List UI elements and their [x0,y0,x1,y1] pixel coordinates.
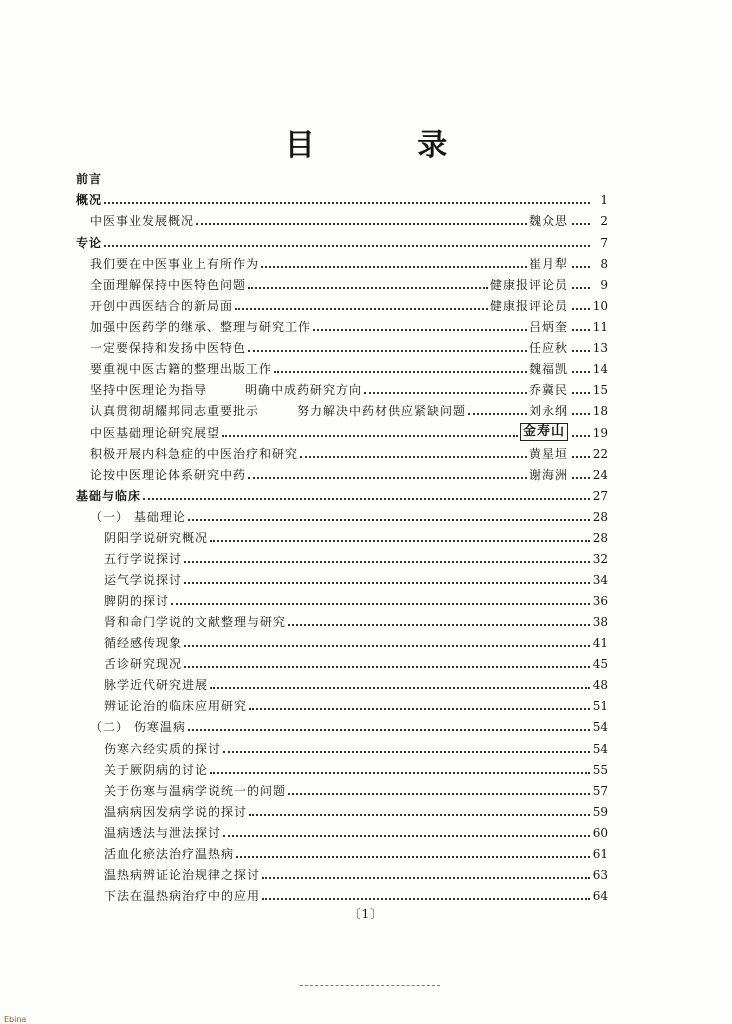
leader-dots [184,666,590,668]
toc-entry-title: 辨证论治的临床应用研究 [104,699,248,713]
toc-entry-title: 要重视中医古籍的整理出版工作 [90,362,273,376]
toc-entry-page: 61 [592,847,608,861]
toc-entry-title: 阴阳学说研究概况 [104,531,209,545]
toc-entry-title: 开创中西医结合的新局面 [90,299,234,313]
toc-entry-page: 54 [592,720,608,734]
toc-entry-title: 关于伤寒与温病学说统一的问题 [104,784,287,798]
toc-entry[interactable] [104,609,608,630]
toc-entry-title: 加强中医药学的继承、整理与研究工作 [90,320,312,334]
leader-dots [572,392,590,394]
toc-entry-author: 刘永纲 [528,404,568,418]
toc-entry[interactable] [104,525,608,546]
toc-entry-author: 任应秋 [528,341,568,355]
toc-entry-author: 健康报评论员 [489,299,568,313]
leader-dots [262,877,590,879]
toc-entry-page: 10 [592,299,608,313]
leader-dots [572,435,590,437]
toc-entry-title: 肾和命门学说的文献整理与研究 [104,615,287,629]
toc-entry-title: 循经感传现象 [104,636,183,650]
toc-entry-author: 谢海洲 [528,468,568,482]
leader-dots [572,350,590,352]
toc-entry[interactable] [90,251,608,272]
toc-entry-page: 36 [592,594,608,608]
leader-dots [261,266,527,268]
toc-entry-title: 一定要保持和发扬中医特色 [90,341,247,355]
toc-entry-title: 脾阴的探讨 [104,594,170,608]
leader-dots [222,435,518,437]
toc-entry[interactable] [104,672,608,693]
toc-entry-page: 55 [592,763,608,777]
toc-entry[interactable] [90,441,608,462]
toc-entry-title: 概况 [76,193,103,207]
toc-entry-title: 下法在温热病治疗中的应用 [104,889,261,903]
toc-entry-page: 41 [592,636,608,650]
toc-entry-title-continued: 努力解决中药材供应紧缺问题 [297,404,467,418]
toc-entry-page: 1 [600,193,608,207]
toc-entry[interactable] [90,504,608,525]
toc-entry-title: 温病透法与泄法探讨 [104,826,222,840]
toc-entry[interactable] [90,293,608,314]
toc-entry[interactable] [90,714,608,735]
leader-dots [288,793,590,795]
toc-entry-title: 脉学近代研究进展 [104,678,209,692]
leader-dots [210,540,590,542]
leader-dots [300,456,527,458]
leader-dots [248,477,527,479]
toc-entry[interactable] [104,862,608,883]
toc-entry-author: 吕炳奎 [528,320,568,334]
leader-dots [143,498,590,500]
toc-entry-author-boxed: 金寿山 [520,423,568,441]
leader-dots [572,308,590,310]
leader-dots [104,202,590,204]
toc-entry-page: 13 [592,341,608,355]
toc-entry[interactable] [90,272,608,293]
toc-entry-title: 论按中医理论体系研究中药 [90,468,247,482]
toc-entry-author: 健康报评论员 [489,278,568,292]
leader-dots [572,413,590,415]
leader-dots [184,582,590,584]
leader-dots [249,814,590,816]
toc-entry-page: 38 [592,615,608,629]
toc-entry-page: 34 [592,573,608,587]
toc-entry-title: 基础与临床 [76,489,142,503]
toc-entry-page: 8 [600,257,608,271]
toc-entry-page: 45 [592,657,608,671]
toc-entry-page: 9 [600,278,608,292]
leader-dots [104,245,590,247]
leader-dots [210,772,590,774]
toc-entry-author: 黄星垣 [528,447,568,461]
toc-entry-author: 乔冀民 [528,383,568,397]
toc-entry-title-continued: 明确中成药研究方向 [245,383,363,397]
toc-entry-page: 27 [592,489,608,503]
toc-entry[interactable] [90,420,608,441]
toc-entry-page: 51 [592,699,608,713]
leader-dots [171,603,590,605]
leader-dots [572,223,590,225]
toc-entry-page: 24 [592,468,608,482]
leader-dots [223,835,590,837]
toc-entry[interactable] [90,335,608,356]
toc-entry-title: 伤寒六经实质的探讨 [104,742,222,756]
toc-preface[interactable] [76,166,102,187]
leader-dots [210,687,590,689]
toc-entry[interactable] [76,187,608,208]
toc-entry-title: 中医事业发展概况 [90,214,195,228]
toc-entry-page: 15 [592,383,608,397]
toc-entry[interactable] [104,630,608,651]
toc-entry-title: 认真贯彻胡耀邦同志重要批示 [90,404,260,418]
leader-dots [468,413,527,415]
toc-entry[interactable] [104,820,608,841]
page-title: 目 录 [284,128,494,163]
toc-entry-author: 魏福凯 [528,362,568,376]
leader-dots [262,898,590,900]
toc-entry-title: 五行学说探讨 [104,552,183,566]
leader-dots [572,371,590,373]
toc-entry-title: 专论 [76,236,103,250]
toc-entry-title: 温热病辨证论治规律之探讨 [104,868,261,882]
leader-dots [236,856,590,858]
toc-entry[interactable] [90,377,608,398]
toc-entry-page: 11 [592,320,608,334]
toc-entry[interactable] [104,651,608,672]
toc-entry[interactable] [104,883,608,904]
leader-dots [274,371,527,373]
leader-dots [288,624,590,626]
toc-entry[interactable] [90,314,608,335]
toc-entry-title: 关于厥阴病的讨论 [104,763,209,777]
toc-entry-title: 活血化瘀法治疗温热病 [104,847,235,861]
leader-dots [572,287,590,289]
page-number-footer: 〔1〕 [348,907,384,921]
toc-entry-title: 全面理解保持中医特色问题 [90,278,247,292]
leader-dots [248,350,527,352]
toc-entry-title: 温病病因发病学说的探讨 [104,805,248,819]
toc-entry[interactable] [104,841,608,862]
toc-entry[interactable] [90,462,608,483]
toc-entry-page: 28 [592,531,608,545]
leader-dots [235,308,488,310]
toc-entry[interactable] [104,736,608,757]
toc-entry[interactable] [76,230,608,251]
toc-entry-page: 63 [592,868,608,882]
toc-entry-title: 我们要在中医事业上有所作为 [90,257,260,271]
toc-entry-author: 崔月犁 [528,257,568,271]
leader-dots [196,223,527,225]
leader-dots [572,266,590,268]
toc-entry-title: 中医基础理论研究展望 [90,426,221,440]
toc-entry[interactable] [90,398,608,419]
toc-entry-title: 运气学说探讨 [104,573,183,587]
toc-entry[interactable] [90,356,608,377]
leader-dots [313,329,527,331]
toc-entry-page: 7 [600,236,608,250]
leader-dots [572,456,590,458]
leader-dots [249,708,590,710]
toc-entry-page: 19 [592,426,608,440]
toc-entry-page: 59 [592,805,608,819]
corner-watermark: Ebina [4,1015,27,1024]
toc-entry-title: 舌诊研究现况 [104,657,183,671]
toc-entry-page: 64 [592,889,608,903]
toc-entry[interactable] [104,757,608,778]
toc-entry-page: 54 [592,742,608,756]
toc-entry-page: 2 [600,214,608,228]
leader-dots [572,329,590,331]
toc-entry[interactable] [104,799,608,820]
leader-dots [364,392,527,394]
toc-entry-title: 积极开展内科急症的中医治疗和研究 [90,447,299,461]
toc-entry[interactable] [90,208,608,229]
leader-dots [248,287,488,289]
toc-entry[interactable] [104,546,608,567]
leader-dots [184,645,590,647]
toc-entry-page: 28 [592,510,608,524]
leader-dots [188,519,590,521]
toc-entry[interactable] [104,778,608,799]
toc-entry-page: 14 [592,362,608,376]
leader-dots [184,561,590,563]
toc-entry[interactable] [76,483,608,504]
leader-dots [188,729,590,731]
toc-entry-title: 坚持中医理论为指导 [90,383,208,397]
toc-entry[interactable] [104,567,608,588]
toc-entry-page: 18 [592,404,608,418]
bottom-rule [300,985,440,986]
toc-preface-label: 前言 [76,172,103,186]
toc-entry-title: （一） 基础理论 [90,510,186,524]
toc-entry-author: 魏众思 [528,214,568,228]
leader-dots [223,751,590,753]
toc-entry[interactable] [104,588,608,609]
toc-entry-page: 60 [592,826,608,840]
leader-dots [572,477,590,479]
toc-entry[interactable] [104,693,608,714]
toc-entry-page: 57 [592,784,608,798]
toc-entry-page: 22 [592,447,608,461]
toc-entry-page: 48 [592,678,608,692]
toc-entry-title: （二） 伤寒温病 [90,720,186,734]
toc-entry-page: 32 [592,552,608,566]
